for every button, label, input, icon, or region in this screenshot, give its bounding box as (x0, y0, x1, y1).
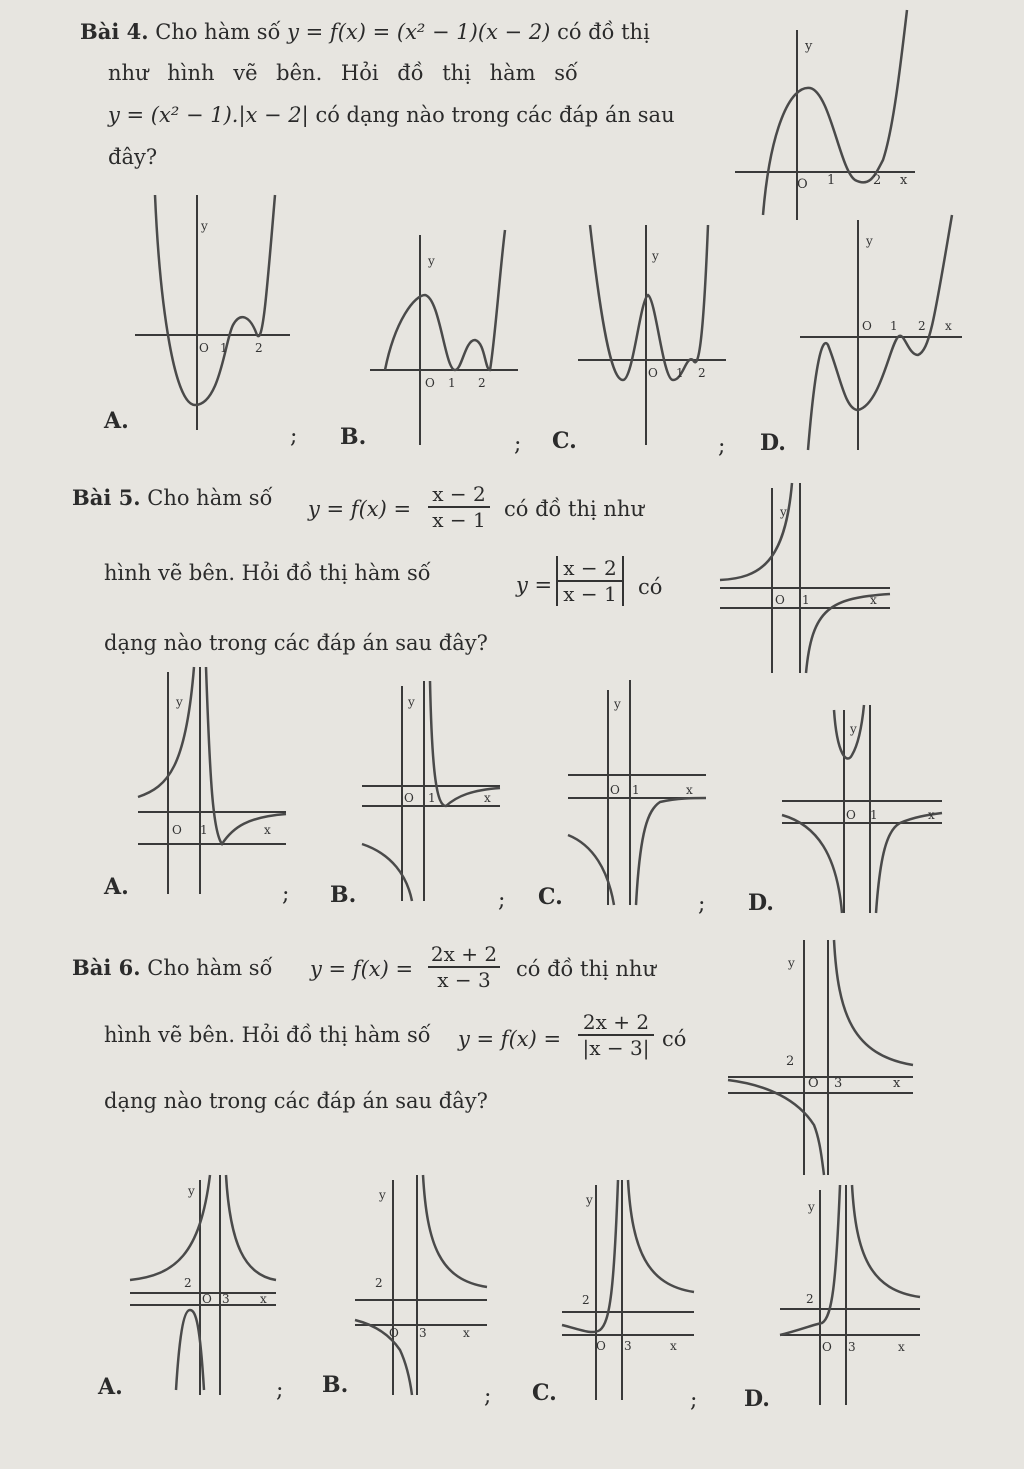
problem4-option-a-graph (135, 190, 295, 430)
origin-label: O (775, 593, 785, 607)
x-label: x (484, 791, 491, 805)
problem5-function-lhs: y = f(x) = (308, 497, 412, 521)
curve-left (362, 844, 412, 901)
tick-1: 1 (676, 366, 684, 380)
problem6-option-a-graph (130, 1175, 278, 1395)
curve-right (636, 798, 706, 905)
tick-2: 2 (255, 341, 263, 355)
fraction-denominator: x − 3 (437, 968, 491, 992)
separator: ; (276, 1378, 284, 1403)
curve-left (782, 815, 842, 913)
y-label: y (808, 1200, 815, 1214)
tick-1: 1 (448, 376, 456, 390)
x-label: x (898, 1340, 905, 1354)
curve-right (806, 594, 890, 673)
separator: ; (290, 424, 298, 449)
curve-right (852, 1185, 920, 1297)
origin-label: O (808, 1076, 819, 1091)
curve-left-upper (130, 1175, 210, 1280)
y-label: y (379, 1188, 386, 1202)
problem6-function-lhs: y = f(x) = (310, 957, 414, 981)
curve-right (423, 1175, 487, 1287)
problem5-option-d[interactable]: D. (748, 890, 774, 916)
problem5-option-b[interactable]: B. (330, 882, 357, 908)
curve-right (206, 667, 286, 844)
fraction-denominator: x − 1 (563, 582, 617, 606)
problem6-text: Cho hàm số (147, 956, 273, 980)
problem4-option-d[interactable]: D. (760, 430, 786, 456)
origin-label: O (610, 783, 620, 797)
problem6-line1 (72, 956, 272, 980)
origin-label: O (389, 1326, 399, 1340)
problem4-function: y = f(x) = (x² − 1)(x − 2) (287, 20, 551, 44)
curve-left (355, 1320, 412, 1395)
fraction-numerator: x − 2 (558, 556, 622, 582)
problem5-option-d-graph (782, 705, 944, 913)
tick-2: 2 (806, 1292, 814, 1306)
separator: ; (282, 882, 290, 907)
origin-label: O (425, 376, 435, 390)
tick-2: 2 (786, 1054, 795, 1069)
problem6-option-b-graph (355, 1175, 490, 1395)
curve-left (720, 483, 792, 580)
tick-2: 2 (184, 1276, 192, 1290)
curve-right (834, 940, 913, 1065)
origin-label: O (648, 366, 658, 380)
tick-2: 2 (478, 376, 486, 390)
fraction-numerator: x − 2 (428, 482, 490, 508)
y-label: y (586, 1193, 593, 1207)
problem5-fraction (428, 482, 490, 532)
x-label: x (264, 823, 271, 837)
problem5-func-lhs (308, 498, 411, 521)
problem4-line1 (80, 20, 650, 44)
problem6-line2: hình vẽ bên. Hỏi đồ thị hàm số (104, 1023, 431, 1047)
curve-right (876, 813, 942, 913)
curve (808, 215, 952, 450)
tick-2: 2 (698, 366, 706, 380)
tick-3: 3 (419, 1326, 427, 1340)
x-label: x (870, 593, 877, 607)
problem6-line2-post: có (662, 1027, 687, 1051)
curve-right (628, 1180, 694, 1292)
curve (155, 195, 275, 405)
y-label: y (652, 249, 659, 263)
curve-left (728, 1080, 824, 1175)
problem6-title: Bài 6. (72, 955, 141, 980)
problem4-title: Bài 4. (80, 19, 149, 44)
problem4-line3 (108, 104, 675, 127)
problem6-option-c-graph (562, 1180, 697, 1400)
tick-2: 2 (873, 173, 882, 188)
problem5-option-c[interactable]: C. (538, 884, 563, 910)
problem4-line4: đây? (108, 145, 158, 169)
problem5-function2-lhs: y = (516, 573, 553, 597)
problem6-main-graph (728, 935, 918, 1175)
problem5-line2: hình vẽ bên. Hỏi đồ thị hàm số (104, 561, 431, 585)
y-label: y (805, 39, 813, 54)
problem6-line1-post: có đồ thị như (516, 957, 656, 981)
curve (590, 225, 708, 380)
origin-label: O (797, 177, 808, 192)
separator: ; (718, 434, 726, 459)
fraction-denominator: |x − 3| (582, 1036, 650, 1060)
problem4-function2: y = (x² − 1).|x − 2| (108, 103, 309, 127)
problem6-option-a[interactable]: A. (98, 1374, 123, 1400)
problem6-func2-lhs (458, 1028, 561, 1051)
tick-2: 2 (582, 1293, 590, 1307)
separator: ; (690, 1388, 698, 1413)
tick-3: 3 (834, 1076, 843, 1091)
problem5-text: Cho hàm số (147, 486, 273, 510)
tick-1: 1 (428, 791, 436, 805)
problem6-fraction2 (578, 1010, 654, 1060)
tick-1: 1 (870, 808, 878, 822)
separator: ; (484, 1384, 492, 1409)
origin-label: O (199, 341, 209, 355)
tick-1: 1 (220, 341, 228, 355)
fraction-numerator: 2x + 2 (428, 942, 500, 968)
y-label: y (614, 697, 621, 711)
curve-top (834, 705, 864, 759)
problem6-option-b[interactable]: B. (322, 1372, 349, 1398)
origin-label: O (596, 1339, 606, 1353)
problem5-option-b-graph (362, 676, 504, 901)
y-label: y (408, 695, 415, 709)
origin-label: O (202, 1292, 212, 1306)
fraction-denominator: x − 1 (432, 508, 486, 532)
separator: ; (514, 432, 522, 457)
x-label: x (260, 1292, 267, 1306)
x-label: x (670, 1339, 677, 1353)
problem5-option-a-graph (138, 662, 288, 894)
tick-1: 1 (632, 783, 640, 797)
separator: ; (498, 888, 506, 913)
tick-1: 1 (802, 593, 810, 607)
origin-label: O (172, 823, 182, 837)
y-label: y (428, 254, 435, 268)
problem5-option-a[interactable]: A. (104, 874, 129, 900)
tick-1: 1 (827, 173, 836, 188)
problem5-line1 (72, 486, 272, 510)
x-label: x (893, 1076, 901, 1091)
problem4-option-b-graph (370, 230, 520, 445)
tick-1: 1 (200, 823, 208, 837)
problem4-line2: như hình vẽ bên. Hỏi đồ thị hàm số (108, 61, 578, 85)
problem4-option-c-graph (578, 220, 728, 445)
curve-right (226, 1175, 276, 1280)
problem6-func-lhs (310, 958, 413, 981)
origin-label: O (846, 808, 856, 822)
problem4-text3: có dạng nào trong các đáp án sau (315, 103, 675, 127)
tick-3: 3 (222, 1292, 230, 1306)
problem4-option-b[interactable]: B. (340, 424, 367, 450)
tick-2: 2 (918, 319, 926, 333)
problem6-option-d[interactable]: D. (744, 1386, 770, 1412)
problem5-line1-post: có đồ thị như (504, 497, 644, 521)
separator: ; (698, 892, 706, 917)
problem6-function2-lhs: y = f(x) = (458, 1027, 562, 1051)
y-label: y (866, 234, 873, 248)
problem4-option-c[interactable]: C. (552, 428, 577, 454)
y-label: y (788, 956, 795, 970)
problem5-option-c-graph (568, 680, 708, 905)
x-label: x (686, 783, 693, 797)
y-label: y (176, 695, 183, 709)
problem5-title: Bài 5. (72, 485, 141, 510)
origin-label: O (862, 319, 872, 333)
origin-label: O (404, 791, 414, 805)
curve-left (138, 667, 194, 797)
problem5-line2-post: có (638, 575, 663, 599)
tick-3: 3 (624, 1339, 632, 1353)
curve (385, 230, 505, 370)
x-label: x (900, 173, 908, 188)
problem5-line3: dạng nào trong các đáp án sau đây? (104, 631, 488, 655)
tick-2: 2 (375, 1276, 383, 1290)
problem6-option-c[interactable]: C. (532, 1380, 557, 1406)
problem4-option-a[interactable]: A. (104, 408, 129, 434)
problem6-line3: dạng nào trong các đáp án sau đây? (104, 1089, 488, 1113)
x-label: x (945, 319, 952, 333)
origin-label: O (822, 1340, 832, 1354)
curve-right (430, 681, 500, 806)
y-label: y (201, 219, 208, 233)
tick-3: 3 (848, 1340, 856, 1354)
problem4-option-d-graph (800, 215, 965, 450)
fraction-numerator: 2x + 2 (578, 1010, 654, 1036)
problem4-text: Cho hàm số (155, 20, 281, 44)
problem5-func2-lhs (516, 574, 552, 597)
x-label: x (928, 808, 935, 822)
tick-1: 1 (890, 319, 898, 333)
y-label: y (850, 722, 857, 736)
problem4-main-graph (735, 10, 915, 220)
problem5-main-graph (720, 478, 895, 673)
y-label: y (780, 505, 787, 519)
y-label: y (188, 1184, 195, 1198)
x-label: x (463, 1326, 470, 1340)
problem6-fraction (428, 942, 500, 992)
problem5-abs-fraction (556, 556, 624, 606)
problem4-text-post: có đồ thị (557, 20, 650, 44)
problem6-option-d-graph (780, 1185, 922, 1405)
